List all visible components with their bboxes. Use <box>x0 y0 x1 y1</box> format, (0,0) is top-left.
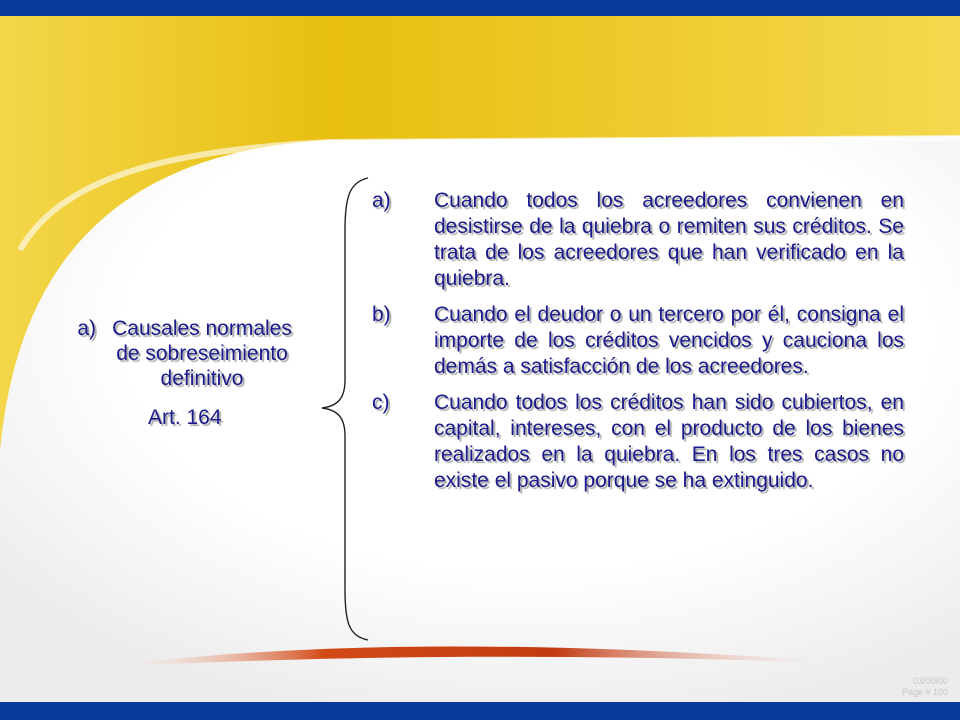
list-item-marker: a) <box>372 189 391 212</box>
list-item-text: Cuando todos los acreedores convienen en desistirse de la quiebra o remiten sus créditos. Se trata de los acreedores que han verificado en la quiebra. <box>434 189 904 290</box>
footer-date: 03/00/00 <box>912 676 948 686</box>
left-list-label: Causales normales de sobreseimiento definitivo <box>112 317 292 390</box>
article-reference: Art. 164 <box>148 406 222 429</box>
list-item-marker: b) <box>372 303 391 326</box>
list-item-text: Cuando el deudor o un tercero por él, consigna el importe de los créditos vencidos y cauciona los demás a satisfacción de los acreedores. <box>434 303 904 378</box>
slide-footer <box>902 676 948 698</box>
left-list-marker: a) <box>77 317 96 340</box>
list-item-marker: c) <box>372 391 390 414</box>
footer-page-number: Page # 100 <box>901 687 948 697</box>
list-item <box>372 390 904 494</box>
causes-list <box>372 188 904 504</box>
list-item <box>372 188 904 292</box>
list-item <box>372 302 904 380</box>
list-item-text: Cuando todos los créditos han sido cubiertos, en capital, intereses, con el producto de los bienes realizados en la quiebra. En los tres casos no existe el pasivo porque se ha extinguido. <box>434 391 904 492</box>
